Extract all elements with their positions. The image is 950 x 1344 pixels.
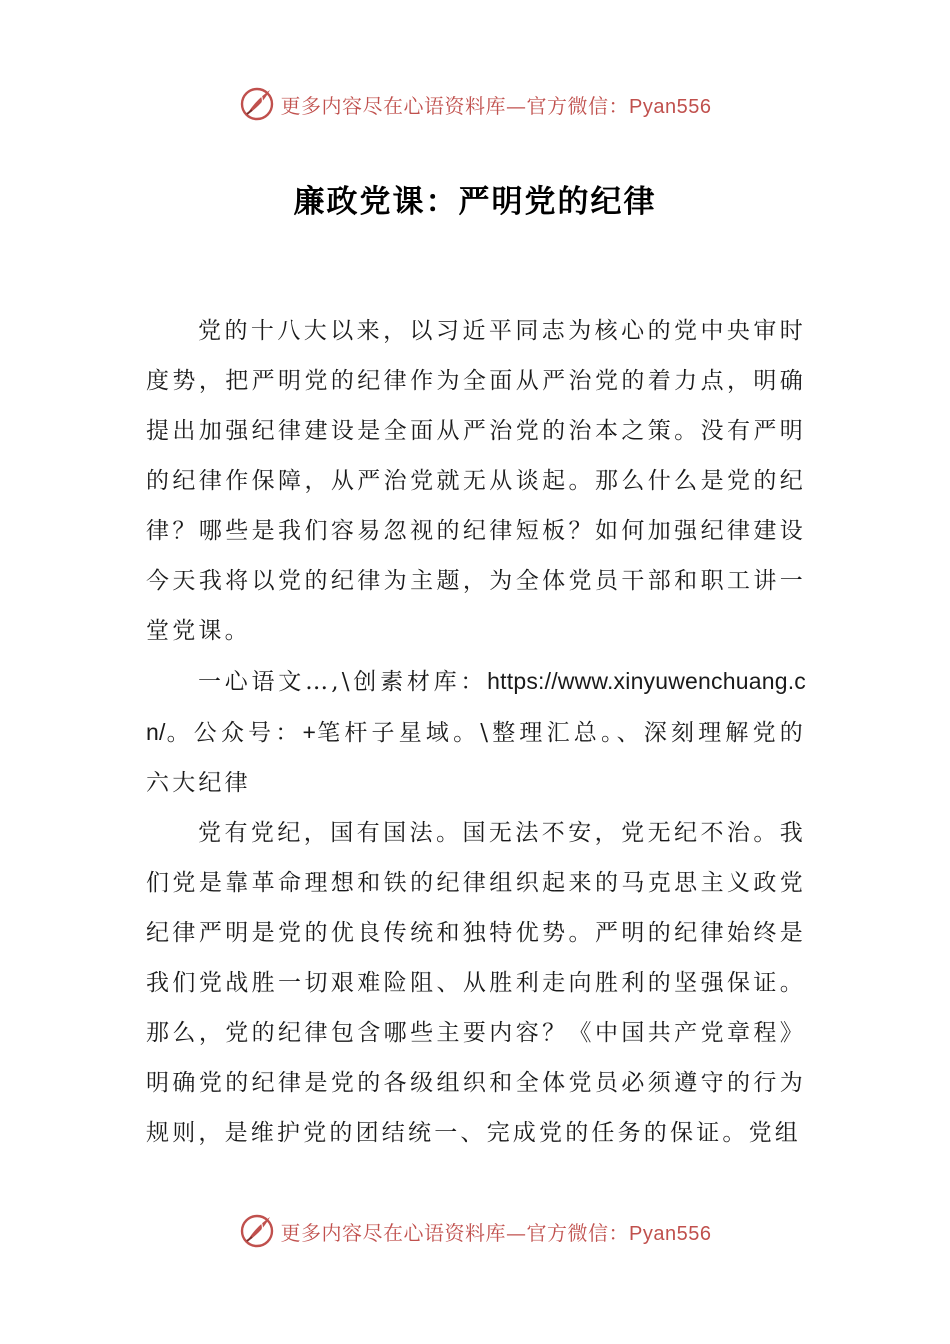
paragraph-discipline: 党有党纪，国有国法。国无法不安，党无纪不治。我们党是靠革命理想和铁的纪律组织起来的马克思主义政党纪律严明是党的优良传统和独特优势。严明的纪律始终是我们党战胜一切艰难险阻、从胜利走向胜利的坚强保证。那么，党的纪律包含哪些主要内容？《中国共产党章程》明确党的纪律是党的各级组织和全体党员必须遵守的行为规则，是维护党的团结统一、完成党的任务的保证。党组 — [146, 820, 806, 1146]
source-note-suffix: 笔杆子星域。\整理汇总。、深刻理解党的六大纪律 — [146, 720, 806, 796]
footer-watermark — [0, 1211, 950, 1251]
source-note-plus: + — [302, 719, 317, 745]
watermark-prefix: 更多内容尽在心语资料库—官方微信： — [280, 93, 630, 118]
paragraph-source-note — [146, 656, 806, 808]
header-watermark — [0, 84, 950, 124]
watermark-wechat-id: Pyan556 — [629, 1222, 712, 1245]
watermark-text — [281, 90, 712, 119]
quill-logo-icon — [239, 86, 275, 122]
source-note-mid: 。公众号： — [165, 720, 303, 746]
document-body — [146, 306, 806, 1158]
source-url: https://www.xinyuwenchuang.cn/ — [146, 668, 806, 745]
watermark-prefix: 更多内容尽在心语资料库—官方微信： — [280, 1220, 630, 1245]
document-title: 廉政党课：严明党的纪律 — [293, 184, 657, 220]
watermark-wechat-id: Pyan556 — [629, 95, 712, 118]
paragraph-intro: 党的十八大以来，以习近平同志为核心的党中央审时度势，把严明党的纪律作为全面从严治党的着力点，明确提出加强纪律建设是全面从严治党的治本之策。没有严明的纪律作保障，从严治党就无从谈起。那么什么是党的纪律？哪些是我们容易忽视的纪律短板？如何加强纪律建设今天我将以党的纪律为主题，为全体党员干部和职工讲一堂党课。 — [146, 318, 806, 644]
quill-logo-icon — [239, 1213, 275, 1249]
watermark-text — [281, 1217, 712, 1246]
source-note-prefix: 一心语文…,\创素材库： — [198, 669, 488, 695]
